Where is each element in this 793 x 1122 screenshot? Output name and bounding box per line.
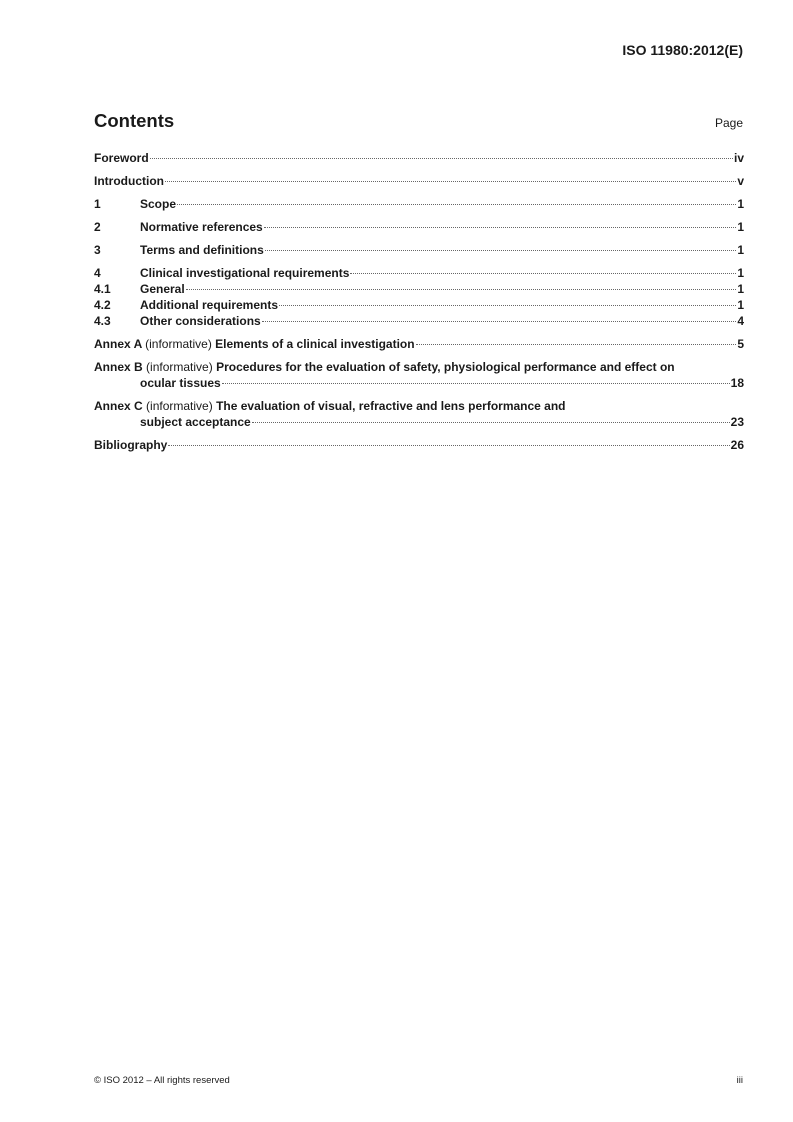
- annex-line-1: [94, 359, 744, 375]
- annex-title: Procedures for the evaluation of safety, physiological performance and effect on: [216, 360, 675, 374]
- page-number: iii: [736, 1075, 743, 1086]
- toc-entry-annex-b[interactable]: [94, 359, 744, 391]
- annex-title: The evaluation of visual, refractive and lens performance and: [216, 399, 566, 413]
- dot-leader: [165, 181, 736, 182]
- dot-leader: [265, 250, 737, 251]
- annex-line-2: [94, 414, 744, 430]
- toc-entry-number: 4.1: [94, 282, 111, 296]
- toc-entry-number: 3: [94, 243, 101, 257]
- document-id: ISO 11980:2012(E): [622, 42, 743, 58]
- toc-entry-page: 18: [730, 376, 744, 390]
- toc-entry-page: iv: [733, 151, 744, 165]
- toc-entry-page: 1: [737, 282, 744, 296]
- annex-title: Elements of a clinical investigation: [215, 337, 415, 351]
- annex-type: (informative): [146, 399, 213, 413]
- toc-entry-text: Normative references: [140, 220, 263, 234]
- toc-entry-text: General: [140, 282, 185, 296]
- table-of-contents: [94, 150, 744, 453]
- toc-entry-page: 1: [737, 220, 744, 234]
- annex-title-continued: ocular tissues: [140, 376, 221, 390]
- toc-entry-text: Other considerations: [140, 314, 261, 328]
- dot-leader: [177, 204, 736, 205]
- annex-type: (informative): [146, 360, 213, 374]
- toc-entry-normative-references[interactable]: [94, 219, 744, 235]
- dot-leader: [416, 344, 737, 345]
- annex-label: Annex B: [94, 360, 143, 374]
- toc-entry-text: [94, 398, 566, 414]
- toc-entry-text: Clinical investigational requirements: [140, 266, 350, 280]
- annex-label: Annex A: [94, 337, 142, 351]
- toc-entry-page: 1: [737, 243, 744, 257]
- dot-leader: [252, 422, 730, 423]
- annex-type: (informative): [145, 337, 212, 351]
- toc-entry-page: 1: [737, 266, 744, 280]
- dot-leader: [168, 445, 729, 446]
- dot-leader: [186, 289, 737, 290]
- toc-entry-annex-a[interactable]: [94, 336, 744, 352]
- toc-entry-text: Foreword: [94, 151, 149, 165]
- dot-leader: [222, 383, 730, 384]
- toc-entry-text: Scope: [140, 197, 177, 211]
- annex-line-2: [94, 375, 744, 391]
- contents-heading: [94, 110, 743, 132]
- page-column-label: Page: [714, 116, 743, 130]
- toc-entry-number: 4: [94, 266, 101, 280]
- dot-leader: [264, 227, 737, 228]
- toc-entry-text: Bibliography: [94, 438, 168, 452]
- toc-entry-page: 1: [737, 197, 744, 211]
- toc-entry-clinical-requirements[interactable]: [94, 265, 744, 281]
- toc-entry-page: v: [737, 174, 744, 188]
- dot-leader: [279, 305, 736, 306]
- toc-entry-bibliography[interactable]: [94, 437, 744, 453]
- toc-entry-scope[interactable]: [94, 196, 744, 212]
- toc-entry-page: 26: [730, 438, 744, 452]
- toc-entry-page: 23: [730, 415, 744, 429]
- annex-line-1: [94, 398, 744, 414]
- toc-entry-number: 2: [94, 220, 101, 234]
- copyright-notice: © ISO 2012 – All rights reserved: [94, 1075, 230, 1086]
- toc-entry-number: 4.3: [94, 314, 111, 328]
- toc-entry-number: 1: [94, 197, 101, 211]
- annex-title-continued: subject acceptance: [140, 415, 251, 429]
- toc-entry-annex-c[interactable]: [94, 398, 744, 430]
- dot-leader: [150, 158, 733, 159]
- toc-entry-text: Additional requirements: [140, 298, 279, 312]
- toc-entry-terms-and-definitions[interactable]: [94, 242, 744, 258]
- toc-entry-introduction[interactable]: [94, 173, 744, 189]
- dot-leader: [350, 273, 736, 274]
- toc-entry-text: Terms and definitions: [140, 243, 264, 257]
- dot-leader: [262, 321, 737, 322]
- toc-entry-number: 4.2: [94, 298, 111, 312]
- toc-entry-foreword[interactable]: [94, 150, 744, 166]
- contents-title: Contents: [94, 110, 175, 131]
- toc-entry-page: 1: [737, 298, 744, 312]
- toc-entry-text: [94, 359, 675, 375]
- toc-entry-page: 5: [737, 337, 744, 351]
- toc-entry-other-considerations[interactable]: [94, 313, 744, 329]
- page-footer: [94, 1075, 743, 1086]
- toc-entry-text: [94, 336, 415, 352]
- toc-entry-additional-requirements[interactable]: [94, 297, 744, 313]
- toc-entry-page: 4: [737, 314, 744, 328]
- toc-entry-general[interactable]: [94, 281, 744, 297]
- annex-label: Annex C: [94, 399, 143, 413]
- toc-entry-text: Introduction: [94, 174, 164, 188]
